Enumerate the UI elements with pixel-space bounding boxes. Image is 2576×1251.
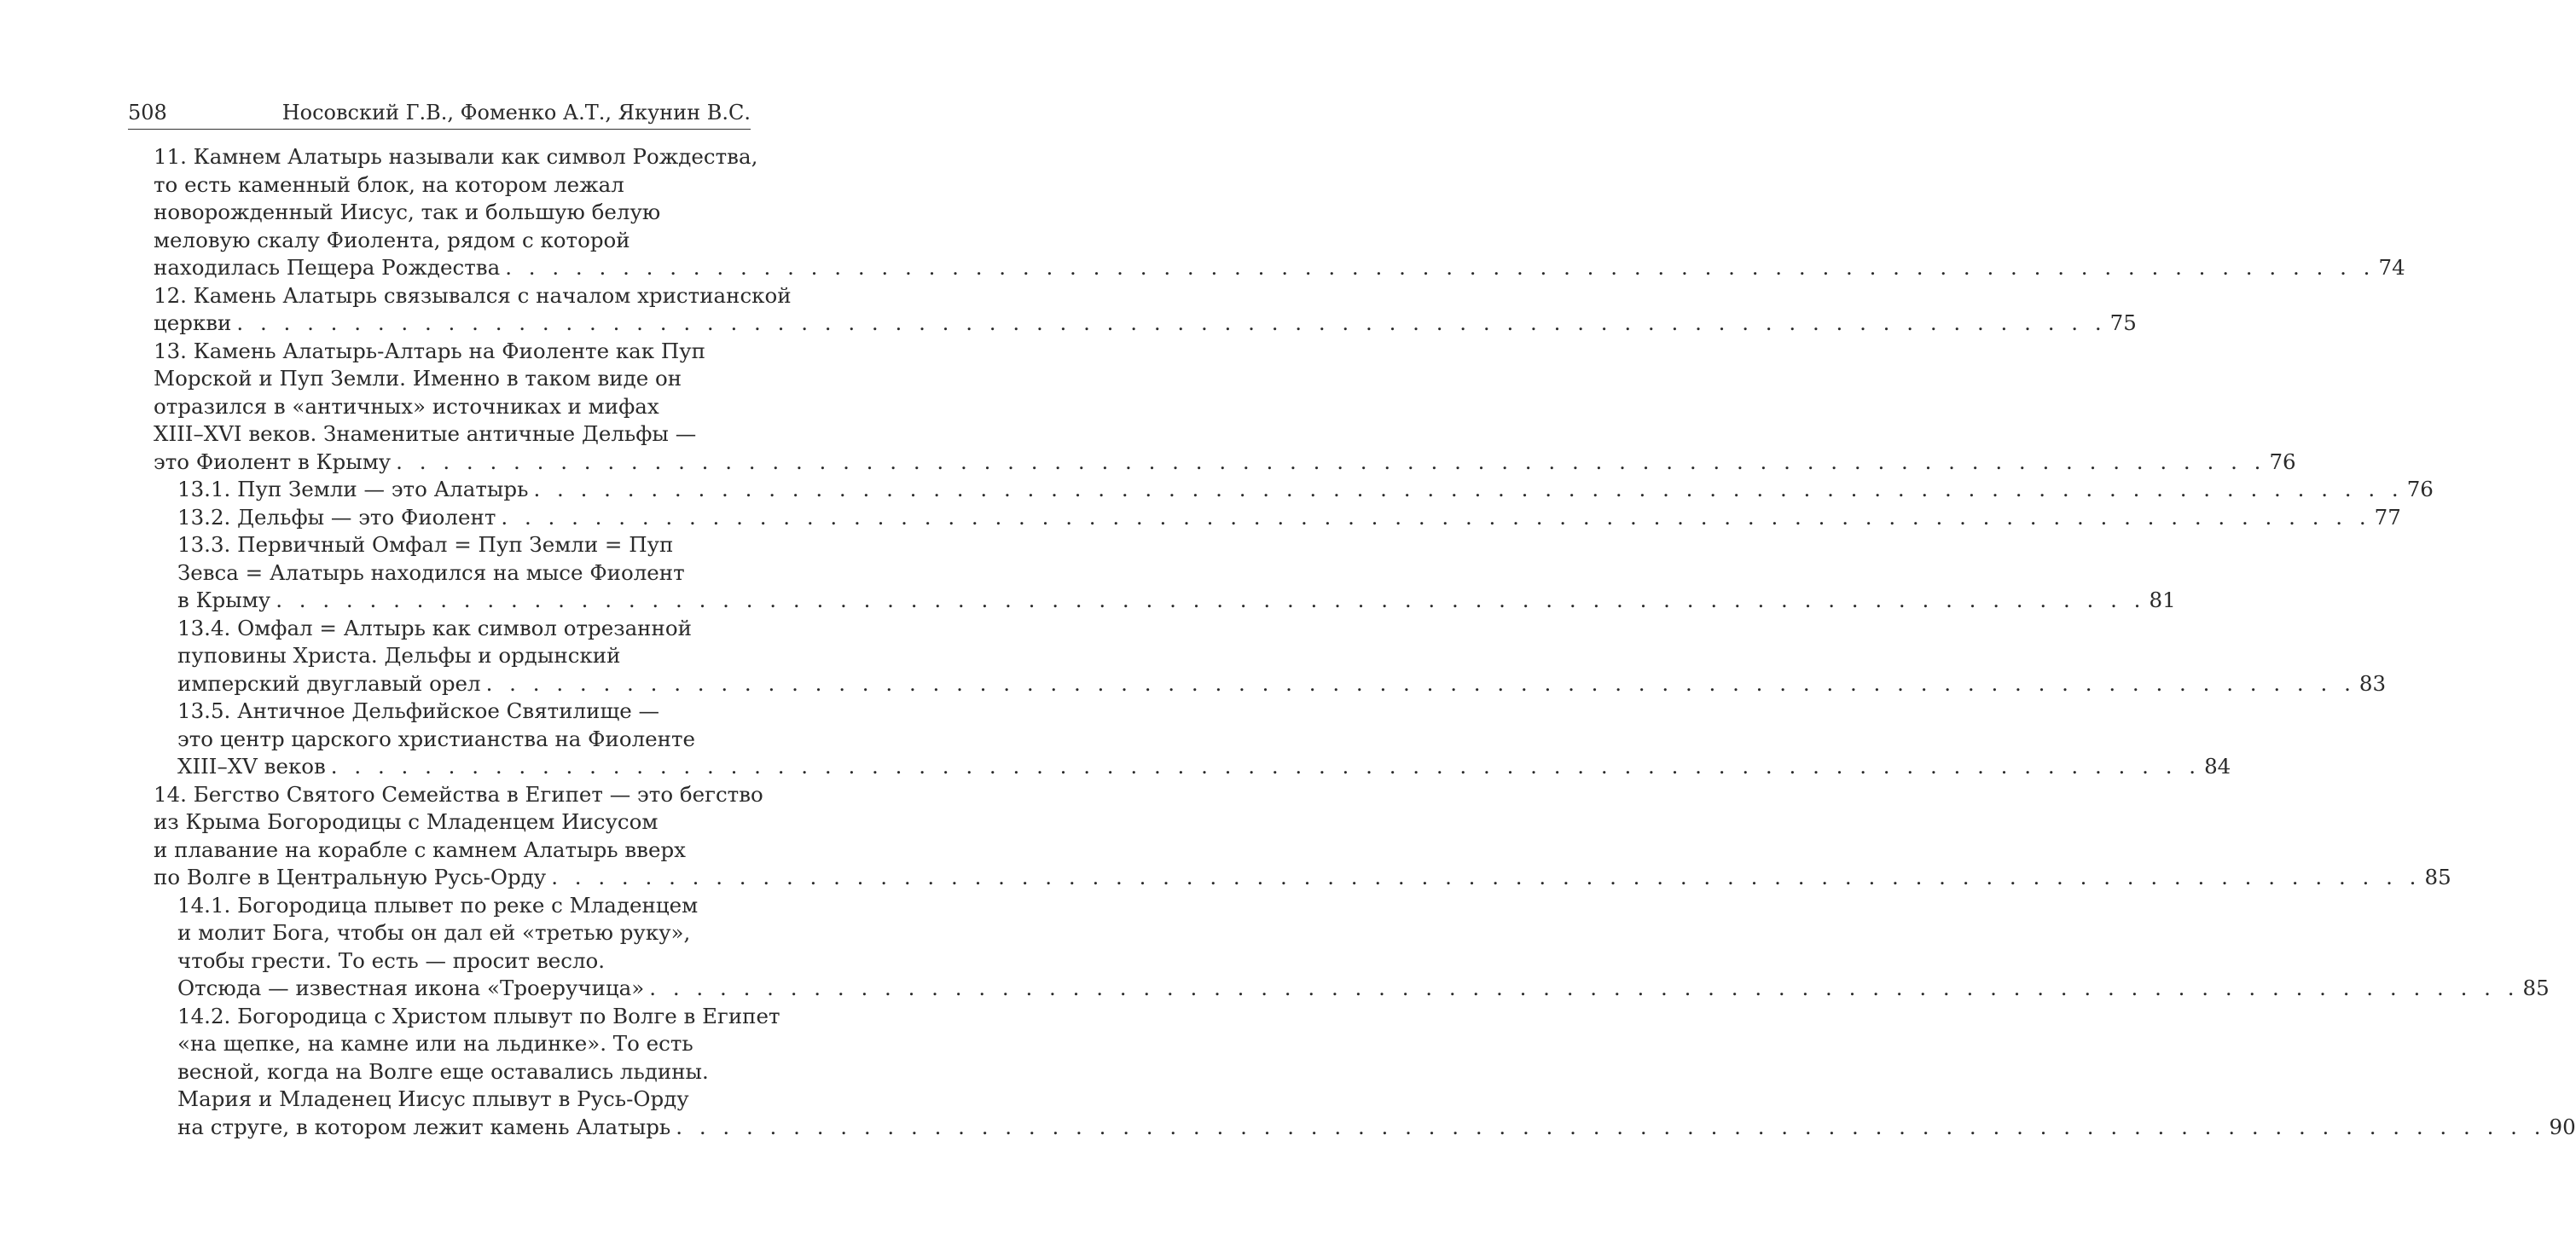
toc-entry-text: имперский двуглавый орел — [177, 670, 481, 696]
toc-entry-line: 13.5. Античное Дельфийское Святилище — — [177, 698, 660, 723]
toc-entry-line: из Крыма Богородицы с Младенцем Иисусом — [154, 809, 659, 834]
toc-page-number[interactable]: 81 — [2149, 588, 2176, 612]
toc-entry-last-line — [177, 587, 2176, 615]
toc-entry-text: 13.1. Пуп Земли — это Алатырь — [177, 477, 529, 501]
toc-page-number[interactable]: 74 — [2378, 255, 2405, 280]
toc-entry-text: по Волге в Центральную Русь-Орду — [154, 865, 547, 889]
toc-entry-last-line — [154, 310, 2137, 338]
toc-entry-line: XIII–XVI веков. Знаменитые античные Дельфы — — [154, 421, 697, 446]
toc-subentry[interactable] — [177, 615, 2387, 698]
toc-entry-line: и плавание на корабле с камнем Алатырь вверх — [154, 837, 686, 862]
toc-entry-last-line — [154, 449, 2296, 477]
toc-entry-text: находилась Пещера Рождества — [154, 255, 501, 280]
toc-entry-line: 13.3. Первичный Омфал = Пуп Земли = Пуп — [177, 532, 674, 557]
toc-entry[interactable] — [154, 338, 2296, 477]
toc-entry-line: отразился в «античных» источниках и мифах — [154, 393, 659, 419]
dot-leader: . . . . . . . . . . . . . . . . . . . . . . . . . . . . . . . . . . . . . . . . . . . . . . . . . . . . . . . . . . . . . . . . . . . . . . . . . . . . . . . . — [649, 976, 2520, 1000]
toc-entry-line: Зевса = Алатырь находился на мысе Фиолент — [177, 559, 685, 585]
toc-entry-line: 14.2. Богородица с Христом плывут по Волге в Египет — [177, 1003, 780, 1028]
toc-entry-line: весной, когда на Волге еще оставались льдины. — [177, 1058, 709, 1084]
toc-entry-line: пуповины Христа. Дельфы и ордынский — [177, 643, 621, 668]
toc-entry-text: 13.2. Дельфы — это Фиолент — [177, 504, 496, 530]
toc-entry-line: 13. Камень Алатырь-Алтарь на Фиоленте как Пуп — [154, 338, 706, 363]
toc-entry[interactable] — [154, 282, 2137, 338]
toc-entry-last-line — [154, 864, 2451, 892]
toc-page-number[interactable]: 76 — [2269, 449, 2296, 474]
toc-entry-line: 14. Бегство Святого Семейства в Египет — это бегство — [154, 781, 763, 807]
toc-entry-text: это Фиолент в Крыму — [154, 449, 392, 474]
toc-page-number[interactable]: 77 — [2374, 504, 2401, 530]
toc-entry-line: 11. Камнем Алатырь называли как символ Рождества, — [154, 144, 758, 169]
dot-leader: . . . . . . . . . . . . . . . . . . . . . . . . . . . . . . . . . . . . . . . . . . . . . . . . . . . . . . . . . . . . . . . . . . . . . . . . . . . . . . . . — [533, 477, 2404, 501]
toc-entry-line: меловую скалу Фиолента, рядом с которой — [154, 227, 630, 252]
table-of-contents — [154, 143, 2576, 1141]
toc-entry-last-line — [177, 670, 2387, 698]
toc-page-number[interactable]: 90 — [2549, 1114, 2576, 1139]
dot-leader: . . . . . . . . . . . . . . . . . . . . . . . . . . . . . . . . . . . . . . . . . . . . . . . . . . . . . . . . . . . . . . . . . . . . . . . . . . . . . . . . — [501, 504, 2371, 530]
toc-entry-last-line — [154, 254, 2405, 282]
toc-entry-last-line — [177, 476, 2434, 504]
toc-entry-line: Мария и Младенец Иисус плывут в Русь-Орду — [177, 1086, 689, 1111]
dot-leader: . . . . . . . . . . . . . . . . . . . . . . . . . . . . . . . . . . . . . . . . . . . . . . . . . . . . . . . . . . . . . . . . . . . . . . . . . . . . . . . . — [485, 670, 2356, 696]
page-number: 508 — [128, 101, 167, 125]
toc-subentry[interactable] — [177, 531, 2176, 615]
dot-leader: . . . . . . . . . . . . . . . . . . . . . . . . . . . . . . . . . . . . . . . . . . . . . . . . . . . . . . . . . . . . . . . . . . . . . . . . . . . . . . . . — [330, 754, 2202, 779]
toc-entry-last-line — [177, 1114, 2576, 1142]
toc-page-number[interactable]: 84 — [2204, 754, 2231, 779]
toc-entry-text: Отсюда — известная икона «Троеручица» — [177, 976, 645, 1000]
toc-page-number[interactable]: 75 — [2109, 310, 2137, 335]
dot-leader: . . . . . . . . . . . . . . . . . . . . . . . . . . . . . . . . . . . . . . . . . . . . . . . . . . . . . . . . . . . . . . . . . . . . . . . . . . . . . . . . — [505, 255, 2376, 280]
toc-page-number[interactable]: 85 — [2424, 865, 2451, 889]
toc-entry-text: в Крыму — [177, 588, 271, 612]
toc-entry-last-line — [177, 504, 2401, 532]
toc-entry-line: 12. Камень Алатырь связывался с началом христианской — [154, 282, 792, 308]
toc-entry-line: 14.1. Богородица плывет по реке с Младенцем — [177, 892, 699, 918]
toc-entry-line: то есть каменный блок, на котором лежал — [154, 171, 624, 197]
toc-entry-line: Морской и Пуп Земли. Именно в таком виде он — [154, 366, 682, 391]
toc-subentry[interactable] — [177, 698, 2231, 781]
toc-entry-line: «на щепке, на камне или на льдинке». То есть — [177, 1031, 693, 1056]
toc-subentry[interactable] — [177, 476, 2434, 504]
toc-entry-last-line — [177, 975, 2550, 1003]
toc-entry[interactable] — [154, 143, 2405, 282]
toc-entry[interactable] — [154, 781, 2451, 892]
dot-leader: . . . . . . . . . . . . . . . . . . . . . . . . . . . . . . . . . . . . . . . . . . . . . . . . . . . . . . . . . . . . . . . . . . . . . . . . . . . . . . . . — [551, 865, 2422, 889]
toc-page-number[interactable]: 85 — [2522, 976, 2550, 1000]
toc-subentry[interactable] — [177, 1003, 2576, 1142]
toc-entry-last-line — [177, 753, 2231, 781]
toc-entry-line: 13.4. Омфал = Алтырь как символ отрезанной — [177, 615, 692, 640]
toc-entry-text: XIII–XV веков — [177, 754, 326, 779]
toc-subentry[interactable] — [177, 892, 2550, 1003]
running-header — [128, 97, 751, 130]
toc-entry-line: новорожденный Иисус, так и большую белую — [154, 200, 661, 224]
toc-entry-text: на струге, в котором лежит камень Алатырь — [177, 1114, 671, 1139]
toc-page-number[interactable]: 83 — [2358, 670, 2387, 696]
toc-entry-text: церкви — [154, 310, 232, 335]
toc-entry-line: и молит Бога, чтобы он дал ей «третью руку», — [177, 920, 691, 945]
dot-leader: . . . . . . . . . . . . . . . . . . . . . . . . . . . . . . . . . . . . . . . . . . . . . . . . . . . . . . . . . . . . . . . . . . . . . . . . . . . . . . . . — [396, 449, 2266, 474]
dot-leader: . . . . . . . . . . . . . . . . . . . . . . . . . . . . . . . . . . . . . . . . . . . . . . . . . . . . . . . . . . . . . . . . . . . . . . . . . . . . . . . . — [676, 1114, 2546, 1139]
dot-leader: . . . . . . . . . . . . . . . . . . . . . . . . . . . . . . . . . . . . . . . . . . . . . . . . . . . . . . . . . . . . . . . . . . . . . . . . . . . . . . . . — [236, 310, 2107, 335]
toc-entry-line: чтобы грести. То есть — просит весло. — [177, 947, 606, 973]
toc-entry-line: это центр царского христианства на Фиоленте — [177, 726, 696, 751]
header-authors: Носовский Г.В., Фоменко А.Т., Якунин В.С. — [281, 101, 751, 125]
dot-leader: . . . . . . . . . . . . . . . . . . . . . . . . . . . . . . . . . . . . . . . . . . . . . . . . . . . . . . . . . . . . . . . . . . . . . . . . . . . . . . . . — [276, 588, 2146, 612]
toc-subentry[interactable] — [177, 504, 2401, 532]
toc-page-number[interactable]: 76 — [2406, 477, 2434, 501]
